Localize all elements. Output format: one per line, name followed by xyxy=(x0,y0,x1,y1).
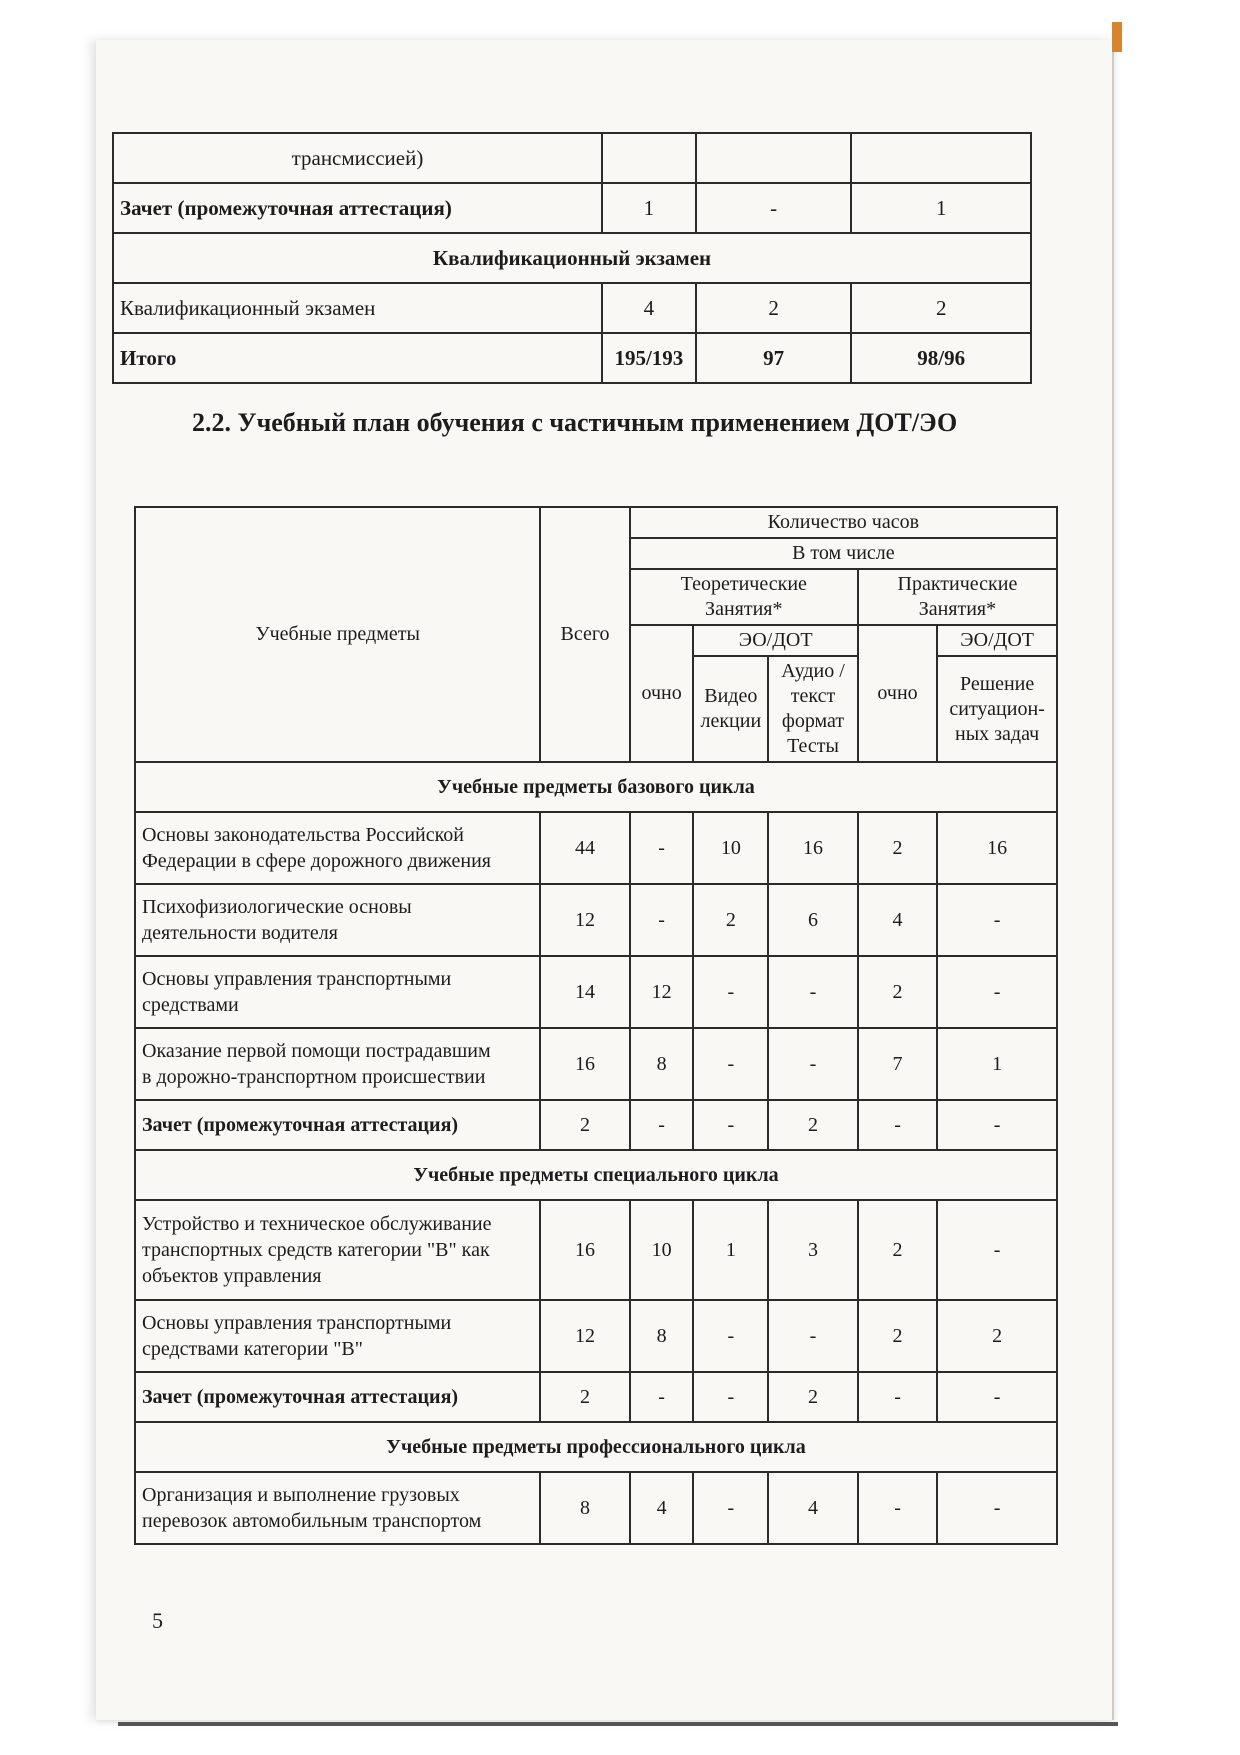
section-header: Учебные предметы специального цикла xyxy=(135,1150,1057,1200)
subject-line: средствами xyxy=(142,994,239,1016)
section-header-row xyxy=(113,233,1031,283)
cases-cell: - xyxy=(937,1200,1057,1300)
audio-header-line1: Аудио / xyxy=(781,660,845,682)
subject-line: Организация и выполнение грузовых xyxy=(142,1484,460,1506)
audio-cell: 3 xyxy=(768,1200,858,1300)
subject-line: Федерации в сфере дорожного движения xyxy=(142,850,491,872)
subject-line: объектов управления xyxy=(142,1265,322,1287)
audio-header-line2: текст xyxy=(790,685,836,707)
practice-cell xyxy=(851,133,1031,183)
subject-line: Психофизиологические основы xyxy=(142,896,412,918)
cases-cell: - xyxy=(937,884,1057,956)
subject-cell xyxy=(135,884,540,956)
audio-header-line4: Тесты xyxy=(787,735,839,757)
subject-line: Основы управления транспортными xyxy=(142,1312,452,1334)
page-number: 5 xyxy=(152,1608,163,1633)
video-cell: 1 xyxy=(693,1200,768,1300)
in-person-theory-cell: 8 xyxy=(630,1300,694,1372)
hours-summary-table xyxy=(112,132,1032,384)
video-cell: 2 xyxy=(693,884,768,956)
theory-cell: 2 xyxy=(696,283,852,333)
total-cell: 12 xyxy=(540,1300,629,1372)
subject-line: Основы законодательства Российской xyxy=(142,824,465,846)
audio-cell: - xyxy=(768,1300,858,1372)
subject-cell xyxy=(135,1472,540,1544)
in-person-theory-header: очно xyxy=(630,625,694,762)
total-cell: 12 xyxy=(540,884,629,956)
subject-cell xyxy=(135,1300,540,1372)
subject-cell xyxy=(135,1200,540,1300)
table-row xyxy=(135,1300,1057,1372)
total-row xyxy=(113,333,1031,383)
audio-cell: 6 xyxy=(768,884,858,956)
table-row xyxy=(135,1028,1057,1100)
in-person-practice-header: очно xyxy=(858,625,937,762)
video-cell: - xyxy=(693,956,768,1028)
in-person-practice-cell: 2 xyxy=(858,956,937,1028)
audio-cell: 4 xyxy=(768,1472,858,1544)
in-person-theory-cell: - xyxy=(630,1100,694,1150)
total-cell: 4 xyxy=(602,283,696,333)
in-person-theory-cell: 12 xyxy=(630,956,694,1028)
subject-cell: трансмиссией) xyxy=(113,133,602,183)
audio-text-header xyxy=(768,656,858,762)
cases-cell: 2 xyxy=(937,1300,1057,1372)
total-cell: 16 xyxy=(540,1200,629,1300)
section-header: Учебные предметы профессионального цикла xyxy=(135,1422,1057,1472)
practice-header-line1: Практические xyxy=(897,573,1018,595)
cases-header-line2: ситуацион- xyxy=(949,697,1045,720)
table-row xyxy=(113,283,1031,333)
section-header: Учебные предметы базового цикла xyxy=(135,762,1057,812)
table-row xyxy=(135,884,1057,956)
credit-label: Зачет (промежуточная аттестация) xyxy=(135,1100,540,1150)
total-cell: 195/193 xyxy=(602,333,696,383)
subject-cell xyxy=(135,956,540,1028)
subject-cell: Квалификационный экзамен xyxy=(113,283,602,333)
subjects-header: Учебные предметы xyxy=(135,507,540,762)
video-cell: - xyxy=(693,1300,768,1372)
subject-line: перевозок автомобильным транспортом xyxy=(142,1510,482,1532)
section-header-row xyxy=(135,1150,1057,1200)
cases-cell: - xyxy=(937,1372,1057,1422)
cases-header-line3: ных задач xyxy=(954,722,1040,745)
theory-header-line2: Занятия* xyxy=(705,598,783,620)
practice-cell: 1 xyxy=(851,183,1031,233)
video-cell: - xyxy=(693,1372,768,1422)
exam-section-header: Квалификационный экзамен xyxy=(113,233,1031,283)
video-cell: - xyxy=(693,1472,768,1544)
table-row xyxy=(113,183,1031,233)
total-cell: 1 xyxy=(602,183,696,233)
theory-cell: - xyxy=(696,183,852,233)
cases-header-line1: Решение xyxy=(959,672,1035,695)
in-person-practice-cell: 7 xyxy=(858,1028,937,1100)
cases-cell: 16 xyxy=(937,812,1057,884)
subject-cell: Итого xyxy=(113,333,602,383)
study-plan-table xyxy=(134,506,1058,1545)
practice-header xyxy=(858,569,1057,625)
including-header: В том числе xyxy=(630,538,1057,569)
cases-cell: 1 xyxy=(937,1028,1057,1100)
in-person-theory-cell: 4 xyxy=(630,1472,694,1544)
in-person-theory-cell: 10 xyxy=(630,1200,694,1300)
practice-cell: 98/96 xyxy=(851,333,1031,383)
section-header-row xyxy=(135,762,1057,812)
eo-dot-practice-header: ЭО/ДОТ xyxy=(937,625,1057,656)
section-title: 2.2. Учебный план обучения с частичным применением ДОТ/ЭО xyxy=(192,408,958,437)
cases-header xyxy=(937,656,1057,762)
credit-row xyxy=(135,1372,1057,1422)
eo-dot-theory-header: ЭО/ДОТ xyxy=(693,625,857,656)
in-person-theory-cell: 8 xyxy=(630,1028,694,1100)
table-row xyxy=(135,956,1057,1028)
credit-label: Зачет (промежуточная аттестация) xyxy=(135,1372,540,1422)
total-cell: 44 xyxy=(540,812,629,884)
subject-line: деятельности водителя xyxy=(142,922,338,944)
video-header-line2: лекции xyxy=(700,710,762,732)
video-cell: - xyxy=(693,1100,768,1150)
subject-line: Оказание первой помощи пострадавшим xyxy=(142,1040,491,1062)
cases-cell: - xyxy=(937,1100,1057,1150)
table-row xyxy=(113,133,1031,183)
subject-line: в дорожно-транспортном происшествии xyxy=(142,1066,486,1088)
total-cell: 16 xyxy=(540,1028,629,1100)
practice-cell: 2 xyxy=(851,283,1031,333)
in-person-practice-cell: 2 xyxy=(858,1300,937,1372)
cases-cell: - xyxy=(937,1472,1057,1544)
video-header-line1: Видео xyxy=(704,685,758,707)
table-row xyxy=(135,1472,1057,1544)
in-person-practice-cell: 2 xyxy=(858,1200,937,1300)
in-person-practice-cell: - xyxy=(858,1100,937,1150)
total-cell xyxy=(602,133,696,183)
subject-cell xyxy=(135,1028,540,1100)
audio-cell: 2 xyxy=(768,1100,858,1150)
video-lectures-header xyxy=(693,656,768,762)
subject-cell: Зачет (промежуточная аттестация) xyxy=(113,183,602,233)
subject-line: средствами категории "B" xyxy=(142,1338,363,1360)
credit-row xyxy=(135,1100,1057,1150)
theory-cell: 97 xyxy=(696,333,852,383)
bottom-edge-line xyxy=(118,1722,1118,1726)
audio-cell: - xyxy=(768,956,858,1028)
total-cell: 14 xyxy=(540,956,629,1028)
video-cell: 10 xyxy=(693,812,768,884)
section-header-row xyxy=(135,1422,1057,1472)
in-person-practice-cell: - xyxy=(858,1372,937,1422)
total-cell: 2 xyxy=(540,1100,629,1150)
total-cell: 8 xyxy=(540,1472,629,1544)
header-row xyxy=(135,507,1057,538)
in-person-practice-cell: - xyxy=(858,1472,937,1544)
table-row xyxy=(135,1200,1057,1300)
subject-line: транспортных средств категории "B" как xyxy=(142,1239,490,1261)
subject-line: Основы управления транспортными xyxy=(142,968,452,990)
audio-header-line3: формат xyxy=(781,710,845,732)
video-cell: - xyxy=(693,1028,768,1100)
in-person-theory-cell: - xyxy=(630,812,694,884)
subject-cell xyxy=(135,812,540,884)
audio-cell: 16 xyxy=(768,812,858,884)
audio-cell: - xyxy=(768,1028,858,1100)
in-person-theory-cell: - xyxy=(630,1372,694,1422)
in-person-theory-cell: - xyxy=(630,884,694,956)
subject-line: Устройство и техническое обслуживание xyxy=(142,1213,492,1235)
theory-header xyxy=(630,569,858,625)
page-corner-mark xyxy=(1112,22,1122,52)
table-row xyxy=(135,812,1057,884)
cases-cell: - xyxy=(937,956,1057,1028)
theory-header-line1: Теоретические xyxy=(680,573,807,595)
total-cell: 2 xyxy=(540,1372,629,1422)
hours-header: Количество часов xyxy=(630,507,1057,538)
in-person-practice-cell: 2 xyxy=(858,812,937,884)
audio-cell: 2 xyxy=(768,1372,858,1422)
practice-header-line2: Занятия* xyxy=(918,598,997,620)
total-header: Всего xyxy=(540,507,629,762)
theory-cell xyxy=(696,133,852,183)
in-person-practice-cell: 4 xyxy=(858,884,937,956)
